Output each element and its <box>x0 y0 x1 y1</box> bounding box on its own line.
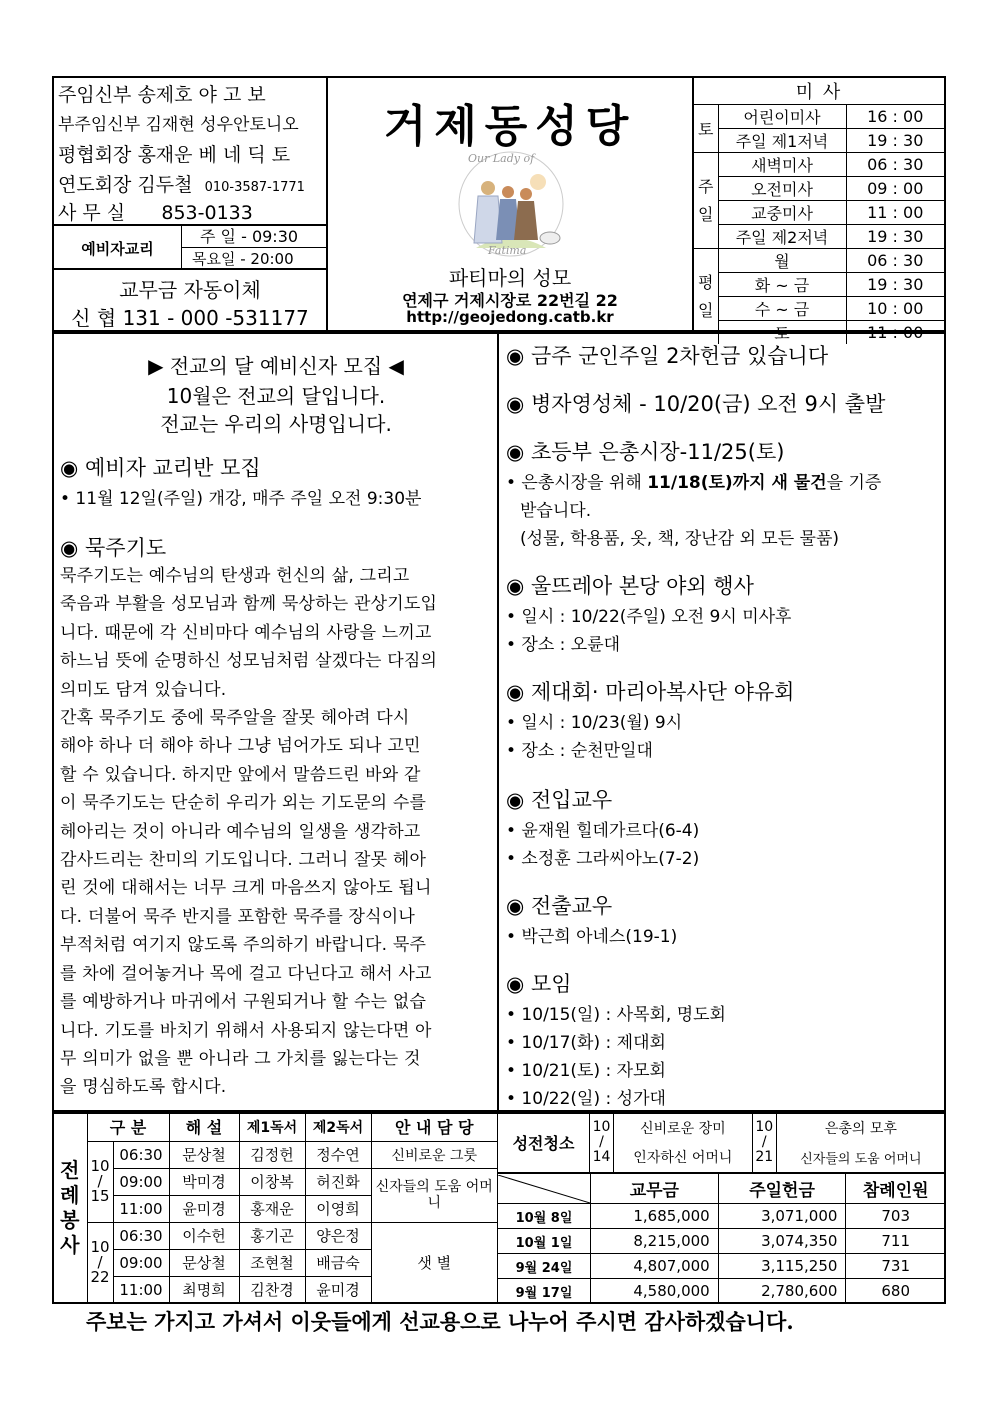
annual-president <box>58 170 305 197</box>
ultreya-place: • 장소 : 오륜대 <box>506 635 621 655</box>
parish-header <box>328 76 692 332</box>
meeting-item: • 10/21(토) : 자모회 <box>506 1061 666 1081</box>
liturgy-reader1: 홍기곤 <box>239 1222 305 1249</box>
finance-date: 10월 8일 <box>498 1204 591 1229</box>
parish-address: 연제구 거제시장로 22번길 22 <box>402 291 618 310</box>
rosary-line: 할 수 있습니다. 하지만 앞에서 말씀드린 바와 같 <box>60 764 421 785</box>
finance-corner <box>498 1174 591 1204</box>
mass-time: 19 : 30 <box>846 129 944 153</box>
rosary-line: 의미도 담겨 있습니다. <box>60 679 227 700</box>
liturgy-guide: 신자들의 도움 어머니 <box>371 1168 497 1222</box>
mass-header: 미 사 <box>694 78 944 105</box>
mass-name: 새벽미사 <box>718 153 846 177</box>
rosary-line: 부적처럼 여기지 않도록 주의하기 바랍니다. 묵주 <box>60 935 427 956</box>
liturgy-commentator: 이수헌 <box>169 1222 239 1249</box>
finance-date: 10월 1일 <box>498 1229 591 1254</box>
office-phone: 사 무 실 853-0133 <box>58 202 253 224</box>
rosary-line: 를 예방하거나 마귀에서 구원되거나 할 수는 없습 <box>60 992 427 1013</box>
grace-market-text: • 은총시장을 위해 <box>506 473 648 493</box>
mass-time: 16 : 00 <box>846 105 944 129</box>
liturgy-header: 제2독서 <box>305 1113 371 1141</box>
mass-time: 10 : 00 <box>846 297 944 321</box>
liturgy-date: 10 / 15 <box>87 1141 113 1222</box>
parish-url[interactable]: http://geojedong.catb.kr <box>406 308 614 326</box>
liturgy-reader2: 양은정 <box>305 1222 371 1249</box>
liturgy-header: 구 분 <box>87 1113 169 1141</box>
finance-tithe: 8,215,000 <box>591 1229 719 1254</box>
liturgy-commentator: 문상철 <box>169 1249 239 1276</box>
council-president: 평협회장 홍재운 베 네 딕 토 <box>58 144 291 166</box>
liturgy-time: 06:30 <box>113 1141 169 1168</box>
cleaning-date: 10 / 14 <box>590 1113 614 1173</box>
donation-line2: 신 협 131 - 000 -531177 <box>71 306 309 330</box>
finance-offering: 3,074,350 <box>718 1229 846 1254</box>
parish-subtitle: 파티마의 성모 <box>448 266 572 290</box>
catechumen-section-title: ◉ 예비자 교리반 모집 <box>60 456 261 480</box>
moved-in-title: ◉ 전입교우 <box>506 788 613 812</box>
rosary-line: 죽음과 부활을 성모님과 함께 묵상하는 관상기도입 <box>60 594 438 615</box>
moved-out-item: • 박근희 아네스(19-1) <box>506 927 678 947</box>
cleaning-group: 신자들의 도움 어머니 <box>776 1142 945 1172</box>
finance-attendance: 731 <box>846 1254 945 1279</box>
mass-day: 주 일 <box>694 153 718 249</box>
catechumen-box <box>54 224 326 270</box>
cleaning-group: 신비로운 장미 <box>614 1113 753 1142</box>
liturgy-reader1: 조현철 <box>239 1249 305 1276</box>
finance-date: 9월 24일 <box>498 1254 591 1279</box>
rosary-line: 해야 하나 더 해야 하나 그냥 넘어가도 되나 고민 <box>60 736 421 757</box>
finance-offering: 2,780,600 <box>718 1279 846 1304</box>
logo-text-top: Our Lady of <box>468 152 535 165</box>
grace-market-title: ◉ 초등부 은총시장-11/25(토) <box>506 440 785 464</box>
altar-picnic-place: • 장소 : 순천만일대 <box>506 741 653 761</box>
liturgy-commentator: 문상철 <box>169 1141 239 1168</box>
fatima-logo <box>446 148 576 260</box>
finance-offering: 3,115,250 <box>718 1254 846 1279</box>
rosary-line: 감사드리는 찬미의 기도입니다. 그러니 잘못 헤아 <box>60 850 427 871</box>
rosary-line: 니다. 기도를 바치기 위해서 사용되지 않는다면 아 <box>60 1020 432 1041</box>
moved-out-title: ◉ 전출교우 <box>506 894 613 918</box>
ultreya-date: • 일시 : 10/22(주일) 오전 9시 미사후 <box>506 607 792 627</box>
ultreya-title: ◉ 울뜨레아 본당 야외 행사 <box>506 574 754 598</box>
mass-day: 토 <box>694 105 718 153</box>
rosary-line: 하느님 뜻에 순명하신 성모님처럼 살겠다는 다짐의 <box>60 651 438 672</box>
rosary-line: 린 것에 대해서는 너무 크게 마음쓰지 않아도 됩니 <box>60 878 432 899</box>
finance-tithe: 4,580,000 <box>591 1279 719 1304</box>
rosary-line: 다. 더불어 묵주 반지를 포함한 묵주를 장식이나 <box>60 906 416 927</box>
mass-name: 토 <box>718 321 846 345</box>
rosary-line: 묵주기도는 예수님의 탄생과 헌신의 삶, 그리고 <box>60 566 410 586</box>
liturgy-reader2: 윤미경 <box>305 1276 371 1303</box>
mass-name: 교중미사 <box>718 201 846 225</box>
liturgy-reader1: 김찬경 <box>239 1276 305 1303</box>
mass-time: 11 : 00 <box>846 201 944 225</box>
sick-communion-notice: ◉ 병자영성체 - 10/20(금) 오전 9시 출발 <box>506 392 886 416</box>
altar-picnic-date: • 일시 : 10/23(월) 9시 <box>506 713 683 733</box>
rosary-line: 무 의미가 없을 뿐 아니라 그 가치를 잃는다는 것 <box>60 1048 421 1069</box>
mass-schedule <box>692 76 946 343</box>
logo-text-bottom: Fatima <box>488 244 527 257</box>
mass-name: 주일 제1저녁 <box>718 129 846 153</box>
catechumen-label: 예비자교리 <box>54 226 182 270</box>
mass-table <box>694 78 944 344</box>
cleaning-group: 은총의 모후 <box>776 1113 945 1142</box>
liturgy-time: 06:30 <box>113 1222 169 1249</box>
finance-tithe: 4,807,000 <box>591 1254 719 1279</box>
finance-attendance: 680 <box>846 1279 945 1304</box>
rosary-line: 니다. 때문에 각 신비마다 예수님의 사랑을 느끼고 <box>60 622 432 643</box>
grace-market-bullet3: (성물, 학용품, 옷, 책, 장난감 외 모든 물품) <box>520 529 840 549</box>
mass-time: 11 : 00 <box>846 321 944 345</box>
liturgy-header: 제1독서 <box>239 1113 305 1141</box>
meeting-item: • 10/22(일) : 성가대 <box>506 1089 666 1109</box>
mass-time: 06 : 30 <box>846 153 944 177</box>
military-sunday-notice: ◉ 금주 군인주일 2차헌금 있습니다 <box>506 344 829 368</box>
assistant-pastor: 부주임신부 김재현 성우안토니오 <box>58 115 299 135</box>
liturgy-reader1: 이창복 <box>239 1168 305 1195</box>
donation-line1: 교무금 자동이체 <box>119 278 261 302</box>
meeting-item: • 10/15(일) : 사목회, 명도회 <box>506 1005 726 1025</box>
liturgy-guide: 신비로운 그룻 <box>371 1141 497 1168</box>
mass-name: 월 <box>718 249 846 273</box>
liturgy-reader2: 이영희 <box>305 1195 371 1222</box>
finance-header: 교무금 <box>591 1174 719 1204</box>
catechumen-sunday: 주 일 - 09:30 <box>182 226 326 248</box>
finance-date: 9월 17일 <box>498 1279 591 1304</box>
finance-tithe: 1,685,000 <box>591 1204 719 1229</box>
mass-day: 평 일 <box>694 249 718 345</box>
mission-line2: 전교는 우리의 사명입니다. <box>160 412 392 436</box>
cleaning-date: 10 / 21 <box>752 1113 776 1173</box>
mass-time: 09 : 00 <box>846 177 944 201</box>
liturgy-time: 09:00 <box>113 1249 169 1276</box>
catechumen-thursday: 목요일 - 20:00 <box>192 250 294 268</box>
altar-picnic-title: ◉ 제대회· 마리아복사단 야유회 <box>506 680 795 704</box>
column-divider <box>497 332 499 1112</box>
pastor: 주임신부 송제호 야 고 보 <box>58 84 266 106</box>
liturgy-time: 11:00 <box>113 1276 169 1303</box>
parish-title: 거제동성당 <box>383 101 637 152</box>
mass-time: 06 : 30 <box>846 249 944 273</box>
liturgy-header: 해 설 <box>169 1113 239 1141</box>
liturgy-side-label: 전 례 봉 사 <box>53 1113 87 1303</box>
annual-president-name: 연도회장 김두철 <box>58 174 193 196</box>
grace-market-deadline: 11/18(토)까지 새 물건 <box>647 473 827 493</box>
rosary-line: 이 묵주기도는 단순히 우리가 외는 기도문의 수를 <box>60 793 427 814</box>
grace-market-text2: 을 기증 <box>826 473 882 493</box>
rosary-line: 을 명심하도록 합시다. <box>60 1077 227 1098</box>
mass-time: 19 : 30 <box>846 273 944 297</box>
rosary-line: 헤아리는 것이 아니라 예수님의 일생을 생각하고 <box>60 821 421 842</box>
moved-in-item: • 소정훈 그라씨아노(7-2) <box>506 849 700 869</box>
cleaning-table <box>497 1113 945 1173</box>
rosary-text <box>60 562 490 1102</box>
footer-message: 주보는 가지고 가셔서 이웃들에게 선교용으로 나누어 주시면 감사하겠습니다. <box>86 1309 794 1334</box>
liturgy-table <box>53 1113 497 1303</box>
liturgy-guide: 샛 별 <box>371 1222 497 1303</box>
mass-name: 어린이미사 <box>718 105 846 129</box>
rosary-line: 간혹 묵주기도 중에 묵주알을 잘못 헤아려 다시 <box>60 708 410 729</box>
liturgy-reader2: 허진화 <box>305 1168 371 1195</box>
liturgy-time: 09:00 <box>113 1168 169 1195</box>
rosary-line: 를 차에 걸어놓거나 목에 걸고 다닌다고 해서 사고 <box>60 963 432 984</box>
liturgy-time: 11:00 <box>113 1195 169 1222</box>
liturgy-date: 10 / 22 <box>87 1222 113 1303</box>
meetings-title: ◉ 모임 <box>506 972 572 996</box>
cleaning-label: 성전청소 <box>498 1113 590 1173</box>
clergy-box <box>52 76 328 332</box>
liturgy-commentator: 윤미경 <box>169 1195 239 1222</box>
liturgy-header: 안 내 담 당 <box>371 1113 497 1141</box>
finance-header: 주일헌금 <box>718 1174 846 1204</box>
mission-line1: 10월은 전교의 달입니다. <box>166 384 386 408</box>
meeting-item: • 10/17(화) : 제대회 <box>506 1033 666 1053</box>
finance-attendance: 711 <box>846 1229 945 1254</box>
catechumen-bullet: • 11월 12일(주일) 개강, 매주 주일 오전 9:30분 <box>60 489 422 509</box>
moved-in-item: • 윤재원 힐데가르다(6-4) <box>506 821 700 841</box>
cleaning-group: 인자하신 어머니 <box>614 1142 753 1172</box>
liturgy-reader1: 김정헌 <box>239 1141 305 1168</box>
liturgy-commentator: 박미경 <box>169 1168 239 1195</box>
mass-name: 오전미사 <box>718 177 846 201</box>
grace-market-bullet2: 받습니다. <box>520 501 592 521</box>
finance-offering: 3,071,000 <box>718 1204 846 1229</box>
annual-president-phone: 010-3587-1771 <box>204 180 305 195</box>
liturgy-reader1: 홍재운 <box>239 1195 305 1222</box>
liturgy-commentator: 최명희 <box>169 1276 239 1303</box>
finance-header: 참례인원 <box>846 1174 945 1204</box>
liturgy-reader2: 정수연 <box>305 1141 371 1168</box>
mass-time: 19 : 30 <box>846 225 944 249</box>
rosary-section-title: ◉ 묵주기도 <box>60 536 167 560</box>
grace-market-bullet1 <box>506 468 881 493</box>
finance-table <box>497 1173 945 1304</box>
mission-title: ▶ 전교의 달 예비신자 모집 ◀ <box>148 354 404 378</box>
mass-name: 화 ~ 금 <box>718 273 846 297</box>
finance-attendance: 703 <box>846 1204 945 1229</box>
liturgy-reader2: 배금숙 <box>305 1249 371 1276</box>
mass-name: 주일 제2저녁 <box>718 225 846 249</box>
mass-name: 수 ~ 금 <box>718 297 846 321</box>
